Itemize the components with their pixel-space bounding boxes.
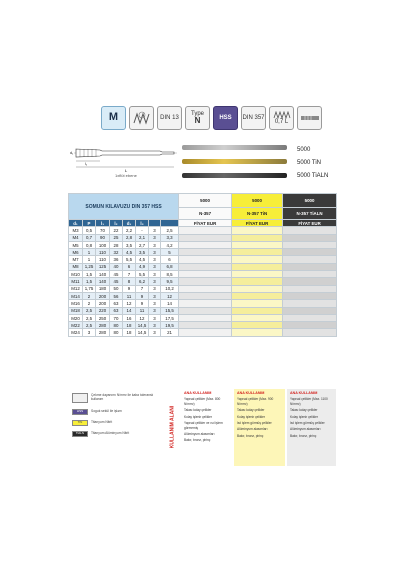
table-cell: M4 <box>69 234 83 241</box>
table-title: SOMUN KILAVUZU DIN 357 HSS <box>69 194 179 220</box>
table-cell: 1 <box>83 249 96 256</box>
table-row <box>69 263 337 270</box>
table-cell: 45 <box>110 271 123 278</box>
usage-panel-1 <box>181 389 232 466</box>
table-cell: M8 <box>69 263 83 270</box>
price-cell <box>232 249 283 256</box>
usage-panel-3 <box>287 389 336 466</box>
usage-line: Bakır, bronz, pirinç <box>237 433 264 438</box>
usage-line: Bakır, bronz, pirinç <box>290 433 317 438</box>
price-cell <box>283 249 337 256</box>
table-row <box>69 234 337 241</box>
price-cell <box>179 278 232 285</box>
table-row <box>69 256 337 263</box>
price-cell <box>232 263 283 270</box>
table-cell: 6 <box>161 256 179 263</box>
table-cell: 3 <box>149 256 161 263</box>
table-cell: 25 <box>110 234 123 241</box>
product-code-2: 5000 <box>232 194 283 208</box>
legend-item <box>72 393 162 403</box>
table-cell: 50 <box>110 285 123 292</box>
legend-swatch: TiN <box>72 420 88 426</box>
col-header-d1: d₁ <box>69 220 83 227</box>
table-cell: 9,5 <box>161 278 179 285</box>
table-cell: 90 <box>96 234 110 241</box>
price-cell <box>283 271 337 278</box>
table-cell: 140 <box>96 278 110 285</box>
col-header-l2: l₂ <box>110 220 123 227</box>
table-cell: 9 <box>136 292 149 299</box>
table-cell: 3,5 <box>136 249 149 256</box>
table-cell: 3 <box>149 241 161 248</box>
table-cell: 5 <box>161 249 179 256</box>
table-cell: 140 <box>96 271 110 278</box>
table-cell: 32 <box>110 249 123 256</box>
price-cell <box>179 322 232 329</box>
table-cell: 1,25 <box>83 263 96 270</box>
tap-images <box>182 145 287 187</box>
price-cell <box>232 322 283 329</box>
legend-swatch <box>72 393 88 403</box>
table-row <box>69 227 337 234</box>
table-cell: 56 <box>110 292 123 299</box>
price-cell <box>179 329 232 336</box>
table-cell: 1,5 <box>83 271 96 278</box>
price-cell <box>283 227 337 234</box>
table-cell: 200 <box>96 300 110 307</box>
table-cell: 12 <box>123 300 136 307</box>
table-cell: M24 <box>69 329 83 336</box>
legend-text: Titanyum Nitrit <box>91 420 113 425</box>
table-cell: 3 <box>149 329 161 336</box>
dimension-l: L <box>125 168 128 173</box>
price-header-3: FİYAT EUR <box>283 220 337 227</box>
table-cell: M18 <box>69 307 83 314</box>
price-cell <box>179 292 232 299</box>
table-cell: M14 <box>69 292 83 299</box>
price-cell <box>283 234 337 241</box>
material-m-icon: M <box>101 106 126 130</box>
table-cell: 14 <box>123 307 136 314</box>
tap-series-labels <box>297 144 328 183</box>
dimension-l2: l₂ <box>85 162 88 166</box>
price-cell <box>179 285 232 292</box>
usage-panel-title: ANA KULLANIM <box>290 391 318 395</box>
table-cell: 45 <box>110 278 123 285</box>
table-cell: 0,5 <box>83 227 96 234</box>
table-cell: 16 <box>123 314 136 321</box>
table-cell: 3 <box>149 300 161 307</box>
legend-swatch: HSS <box>72 409 88 415</box>
usage-panel-title: ANA KULLANIM <box>184 391 212 395</box>
table-cell: 11 <box>136 307 149 314</box>
legend-swatch: TiALN <box>72 431 88 437</box>
table-cell: 2,7 <box>136 241 149 248</box>
table-cell: 2,1 <box>136 234 149 241</box>
table-cell: 9 <box>123 285 136 292</box>
tap-shape-icon <box>297 106 322 130</box>
table-cell: 3,3 <box>161 234 179 241</box>
table-cell: M3 <box>69 227 83 234</box>
price-cell <box>179 314 232 321</box>
price-cell <box>283 300 337 307</box>
table-cell: 4,2 <box>161 241 179 248</box>
table-cell: 28 <box>110 241 123 248</box>
table-cell: 2,5 <box>83 322 96 329</box>
price-cell <box>179 300 232 307</box>
usage-vertical-label: KULLANIM ALANI <box>169 405 175 449</box>
product-sub-1: N-357 <box>179 208 232 220</box>
table-cell: 7 <box>123 271 136 278</box>
table-row <box>69 278 337 285</box>
price-cell <box>283 329 337 336</box>
price-cell <box>179 249 232 256</box>
table-cell: 3 <box>149 227 161 234</box>
tap-label-5000-tin: 5000 TiN <box>297 160 322 166</box>
chamfer-icon <box>269 106 294 130</box>
usage-line: Alüminyum alasımları <box>237 427 268 432</box>
table-cell: 0,8 <box>83 241 96 248</box>
usage-line: Alüminyum alasımları <box>290 427 321 432</box>
table-cell: 2 <box>83 300 96 307</box>
table-cell: 180 <box>96 285 110 292</box>
type-label: Type <box>190 110 204 117</box>
table-cell: 70 <box>110 314 123 321</box>
price-cell <box>232 292 283 299</box>
table-cell: M10 <box>69 271 83 278</box>
table-cell: 9 <box>136 300 149 307</box>
table-cell: 36 <box>110 256 123 263</box>
table-cell: 8,5 <box>161 271 179 278</box>
table-cell: 14,5 <box>136 329 149 336</box>
table-cell: 18 <box>123 329 136 336</box>
price-cell <box>232 227 283 234</box>
table-cell: 12 <box>136 314 149 321</box>
table-cell: M12 <box>69 285 83 292</box>
usage-line: Talası kolay çelikler <box>184 408 212 413</box>
table-cell: 3 <box>149 271 161 278</box>
price-cell <box>232 314 283 321</box>
price-cell <box>179 234 232 241</box>
price-cell <box>232 285 283 292</box>
usage-line: Yapısal çelikler ve ısıl işlem görmemiş <box>184 421 223 430</box>
table-body <box>69 227 337 336</box>
table-cell: 1,75 <box>83 285 96 292</box>
price-cell <box>232 278 283 285</box>
table-cell: 70 <box>96 227 110 234</box>
price-cell <box>283 285 337 292</box>
type-value: N <box>194 115 201 125</box>
table-cell: 280 <box>96 322 110 329</box>
usage-line: Kolay işlenir çelikler <box>184 414 212 419</box>
table-cell: 5,5 <box>123 256 136 263</box>
usage-line: Yapısal çelikler (Max. 1100 N/mm²) <box>290 397 328 407</box>
legend-text: Titanyum Alüminyum Nitrit <box>91 431 130 436</box>
table-cell: 3 <box>149 307 161 314</box>
price-cell <box>232 329 283 336</box>
table-cell: 15,5 <box>161 307 179 314</box>
spec-icon-row <box>101 106 322 130</box>
tap-label-5000-tialn: 5000 TiALN <box>297 173 329 179</box>
table-cell: 110 <box>96 256 110 263</box>
table-cell: 220 <box>96 307 110 314</box>
table-row <box>69 329 337 336</box>
table-row <box>69 241 337 248</box>
legend-item <box>72 420 162 426</box>
tap-label-5000: 5000 <box>297 147 311 153</box>
price-cell <box>179 241 232 248</box>
table-cell: 110 <box>96 249 110 256</box>
table-cell: 63 <box>110 307 123 314</box>
table-cell: 3 <box>149 263 161 270</box>
table-cell: 63 <box>110 300 123 307</box>
table-cell: 2,5 <box>161 227 179 234</box>
table-cell: 3 <box>149 278 161 285</box>
product-code-1: 5000 <box>179 194 232 208</box>
table-cell: 5,5 <box>136 271 149 278</box>
table-cell: M6 <box>69 249 83 256</box>
col-header-flutes-icon <box>149 220 161 227</box>
table-cell: 7 <box>136 285 149 292</box>
col-header-drill-icon <box>161 220 179 227</box>
table-cell: 280 <box>96 329 110 336</box>
table-cell: 125 <box>96 263 110 270</box>
usage-line: Talası kolay çelikler <box>290 408 318 413</box>
usage-section <box>68 389 336 466</box>
table-cell: 11 <box>123 292 136 299</box>
din-357-icon: DIN 357 <box>241 106 266 130</box>
table-cell: 2 <box>83 292 96 299</box>
price-cell <box>232 300 283 307</box>
price-cell <box>179 227 232 234</box>
price-cell <box>232 234 283 241</box>
table-cell: 14,5 <box>136 322 149 329</box>
price-cell <box>283 322 337 329</box>
tap-image-tialn <box>182 173 287 178</box>
table-cell: 8 <box>123 278 136 285</box>
product-sub-3: N-357 TiALN <box>283 208 337 220</box>
table-cell: 6 <box>123 263 136 270</box>
table-cell: 0,7 <box>83 234 96 241</box>
table-cell: 2,8 <box>123 234 136 241</box>
table-cell: M11 <box>69 278 83 285</box>
table-cell: 1,5 <box>83 278 96 285</box>
table-cell: 3 <box>149 322 161 329</box>
table-cell: 19,5 <box>161 322 179 329</box>
din-13-icon: DIN 13 <box>157 106 182 130</box>
table-row <box>69 322 337 329</box>
usage-line: Alüminyum alasımları <box>184 432 215 437</box>
table-cell: - <box>136 227 149 234</box>
table-cell: 4,5 <box>123 249 136 256</box>
col-header-p: P <box>83 220 96 227</box>
price-cell <box>232 256 283 263</box>
table-row <box>69 300 337 307</box>
price-cell <box>283 292 337 299</box>
price-cell <box>179 271 232 278</box>
table-cell: 4,5 <box>136 256 149 263</box>
usage-line: Isıl işlem görmüş çelikler <box>290 421 325 426</box>
product-sub-2: N-357 TiN <box>232 208 283 220</box>
table-cell: 40 <box>110 263 123 270</box>
table-row <box>69 249 337 256</box>
table-cell: 2,5 <box>83 307 96 314</box>
price-cell <box>283 314 337 321</box>
table-cell: 18 <box>123 322 136 329</box>
price-cell <box>283 307 337 314</box>
price-cell <box>232 241 283 248</box>
price-cell <box>283 278 337 285</box>
table-cell: 17,5 <box>161 314 179 321</box>
table-cell: 200 <box>96 292 110 299</box>
product-code-3: 5000 <box>283 194 337 208</box>
price-cell <box>283 263 337 270</box>
table-cell: 100 <box>96 241 110 248</box>
table-cell: M5 <box>69 241 83 248</box>
col-header-shank: d₁ <box>123 220 136 227</box>
product-table <box>68 193 337 337</box>
chamfer-label: 0,7 L <box>274 118 289 125</box>
usage-line: Yapısal çelikler (Max. 800 N/mm²) <box>184 397 221 407</box>
table-row <box>69 314 337 321</box>
table-cell: 21 <box>161 329 179 336</box>
table-cell: 250 <box>96 314 110 321</box>
price-cell <box>179 307 232 314</box>
table-cell: 2,2 <box>123 227 136 234</box>
table-cell: 10,2 <box>161 285 179 292</box>
dimension-d1: d₁ <box>70 151 74 155</box>
price-cell <box>232 307 283 314</box>
table-cell: 6,8 <box>161 263 179 270</box>
table-cell: 3 <box>149 314 161 321</box>
table-cell: 4,9 <box>136 263 149 270</box>
table-cell: 80 <box>110 322 123 329</box>
legend-text: Soguk sekül ile işləm <box>91 409 122 414</box>
thread-profile-icon <box>129 106 154 130</box>
price-header-2: FİYAT EUR <box>232 220 283 227</box>
table-cell: 1 <box>83 256 96 263</box>
table-cell: 6,2 <box>136 278 149 285</box>
table-cell: 12 <box>161 292 179 299</box>
tap-image-plain <box>182 145 287 150</box>
usage-line: Isıl işlem görmüş çelikler <box>237 421 272 426</box>
usage-line: Kolay işlenir çelikler <box>237 414 265 419</box>
table-cell: 3 <box>149 234 161 241</box>
table-cell: 3,5 <box>123 241 136 248</box>
usage-line: Kolay işlenir çelikler <box>290 414 318 419</box>
table-cell: M22 <box>69 322 83 329</box>
table-cell: 14 <box>161 300 179 307</box>
price-cell <box>179 256 232 263</box>
drawing-note: 1xflüt ebene <box>115 173 137 178</box>
usage-line: Talası kolay çelikler <box>237 408 265 413</box>
price-cell <box>283 256 337 263</box>
type-n-icon <box>185 106 210 130</box>
usage-line: Bakır, bronz, pirinç <box>184 438 211 443</box>
usage-panel-2 <box>234 389 285 466</box>
table-cell: 3 <box>149 249 161 256</box>
price-cell <box>232 271 283 278</box>
table-cell: 3 <box>149 292 161 299</box>
col-header-l3: l₃ <box>136 220 149 227</box>
table-cell: M20 <box>69 314 83 321</box>
legend <box>68 389 163 466</box>
table-row <box>69 307 337 314</box>
usage-line: Yapısal çelikler (Max. 900 N/mm²) <box>237 397 274 407</box>
price-cell <box>283 241 337 248</box>
legend-item <box>72 431 162 437</box>
hss-icon: HSS <box>213 106 238 130</box>
legend-text: Çekme dayanımı N/mm² ile kaba toleranslı kullanım <box>91 393 154 401</box>
table-cell: M7 <box>69 256 83 263</box>
table-row <box>69 292 337 299</box>
table-cell: 3 <box>83 329 96 336</box>
table-cell: 3 <box>149 285 161 292</box>
price-header-1: FİYAT EUR <box>179 220 232 227</box>
table-row <box>69 285 337 292</box>
tap-image-tin <box>182 159 287 164</box>
usage-panel-title: ANA KULLANIM <box>237 391 265 395</box>
price-cell <box>179 263 232 270</box>
table-cell: 22 <box>110 227 123 234</box>
table-cell: 80 <box>110 329 123 336</box>
table-cell: M16 <box>69 300 83 307</box>
legend-item <box>72 409 162 415</box>
table-cell: 2,5 <box>83 314 96 321</box>
table-row <box>69 271 337 278</box>
col-header-l1: l₁ <box>96 220 110 227</box>
